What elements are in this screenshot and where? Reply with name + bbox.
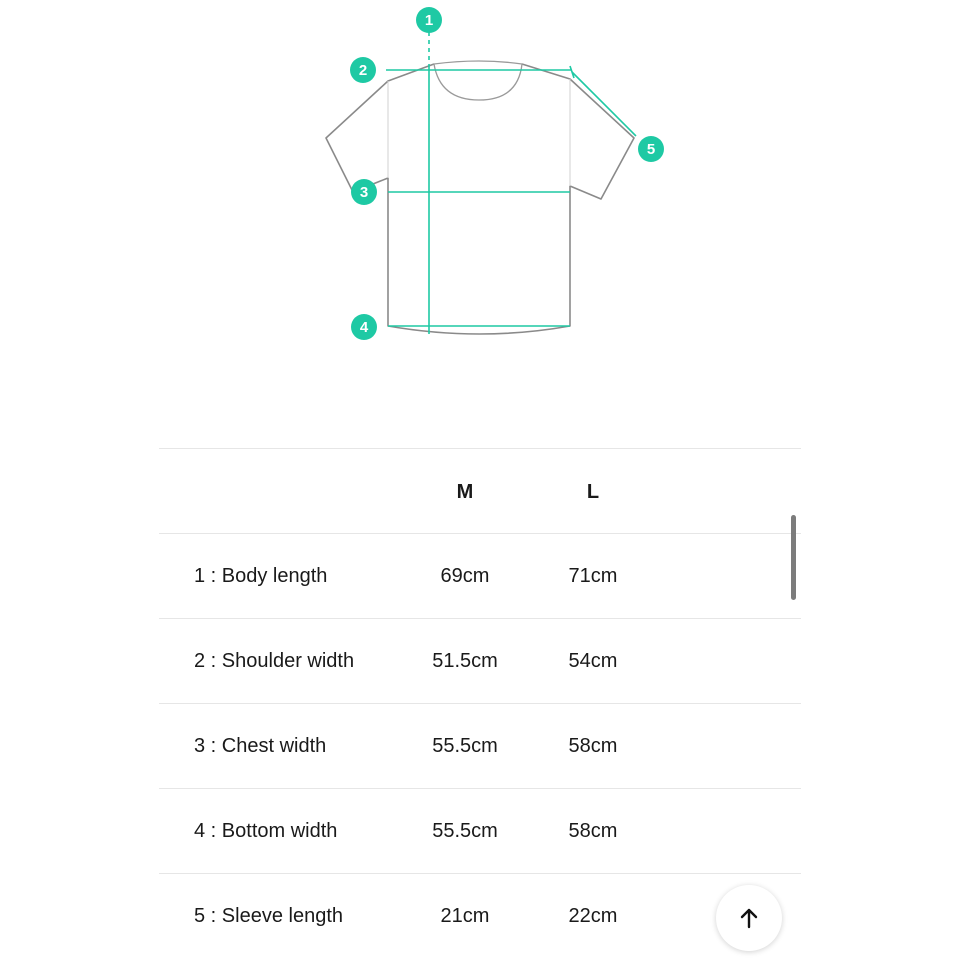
measurement-label: 4 : Bottom width — [194, 820, 338, 842]
svg-text:4: 4 — [359, 319, 369, 336]
svg-text:2: 2 — [358, 62, 368, 79]
size-l-value: 58cm — [568, 820, 618, 842]
table-row — [159, 618, 801, 703]
sleeve-length-tick — [570, 66, 574, 78]
header-size-m: M — [456, 481, 474, 503]
table-row — [159, 873, 801, 958]
table-row — [159, 703, 801, 788]
marker-2 — [350, 57, 376, 83]
marker-4 — [351, 314, 377, 340]
measurement-label: 2 : Shoulder width — [194, 650, 355, 672]
svg-text:1: 1 — [424, 12, 434, 29]
marker-5 — [638, 136, 664, 162]
size-m-value: 51.5cm — [432, 650, 498, 672]
tshirt-collar — [434, 61, 522, 100]
arrow-up-icon — [737, 906, 761, 930]
scroll-to-top-button[interactable] — [716, 885, 782, 951]
tshirt-measurement-diagram — [0, 0, 960, 360]
marker-1 — [416, 7, 442, 33]
size-l-value: 58cm — [568, 735, 618, 757]
size-l-value: 71cm — [568, 565, 618, 587]
scrollbar-thumb[interactable] — [791, 515, 796, 600]
size-m-value: 55.5cm — [432, 820, 498, 842]
sleeve-length-line — [572, 72, 636, 136]
table-row — [159, 533, 801, 618]
measurement-label: 1 : Body length — [194, 565, 328, 587]
header-size-l: L — [586, 481, 600, 503]
size-m-value: 69cm — [440, 565, 490, 587]
svg-text:5: 5 — [646, 141, 656, 158]
measurement-label: 5 : Sleeve length — [194, 905, 343, 927]
svg-text:3: 3 — [359, 184, 369, 201]
size-m-value: 55.5cm — [432, 735, 498, 757]
table-header-row — [159, 448, 801, 533]
marker-3 — [351, 179, 377, 205]
size-table — [159, 448, 801, 958]
size-l-value: 54cm — [568, 650, 618, 672]
size-m-value: 21cm — [440, 905, 490, 927]
table-row — [159, 788, 801, 873]
measurement-label: 3 : Chest width — [194, 735, 327, 757]
size-l-value: 22cm — [568, 905, 618, 927]
